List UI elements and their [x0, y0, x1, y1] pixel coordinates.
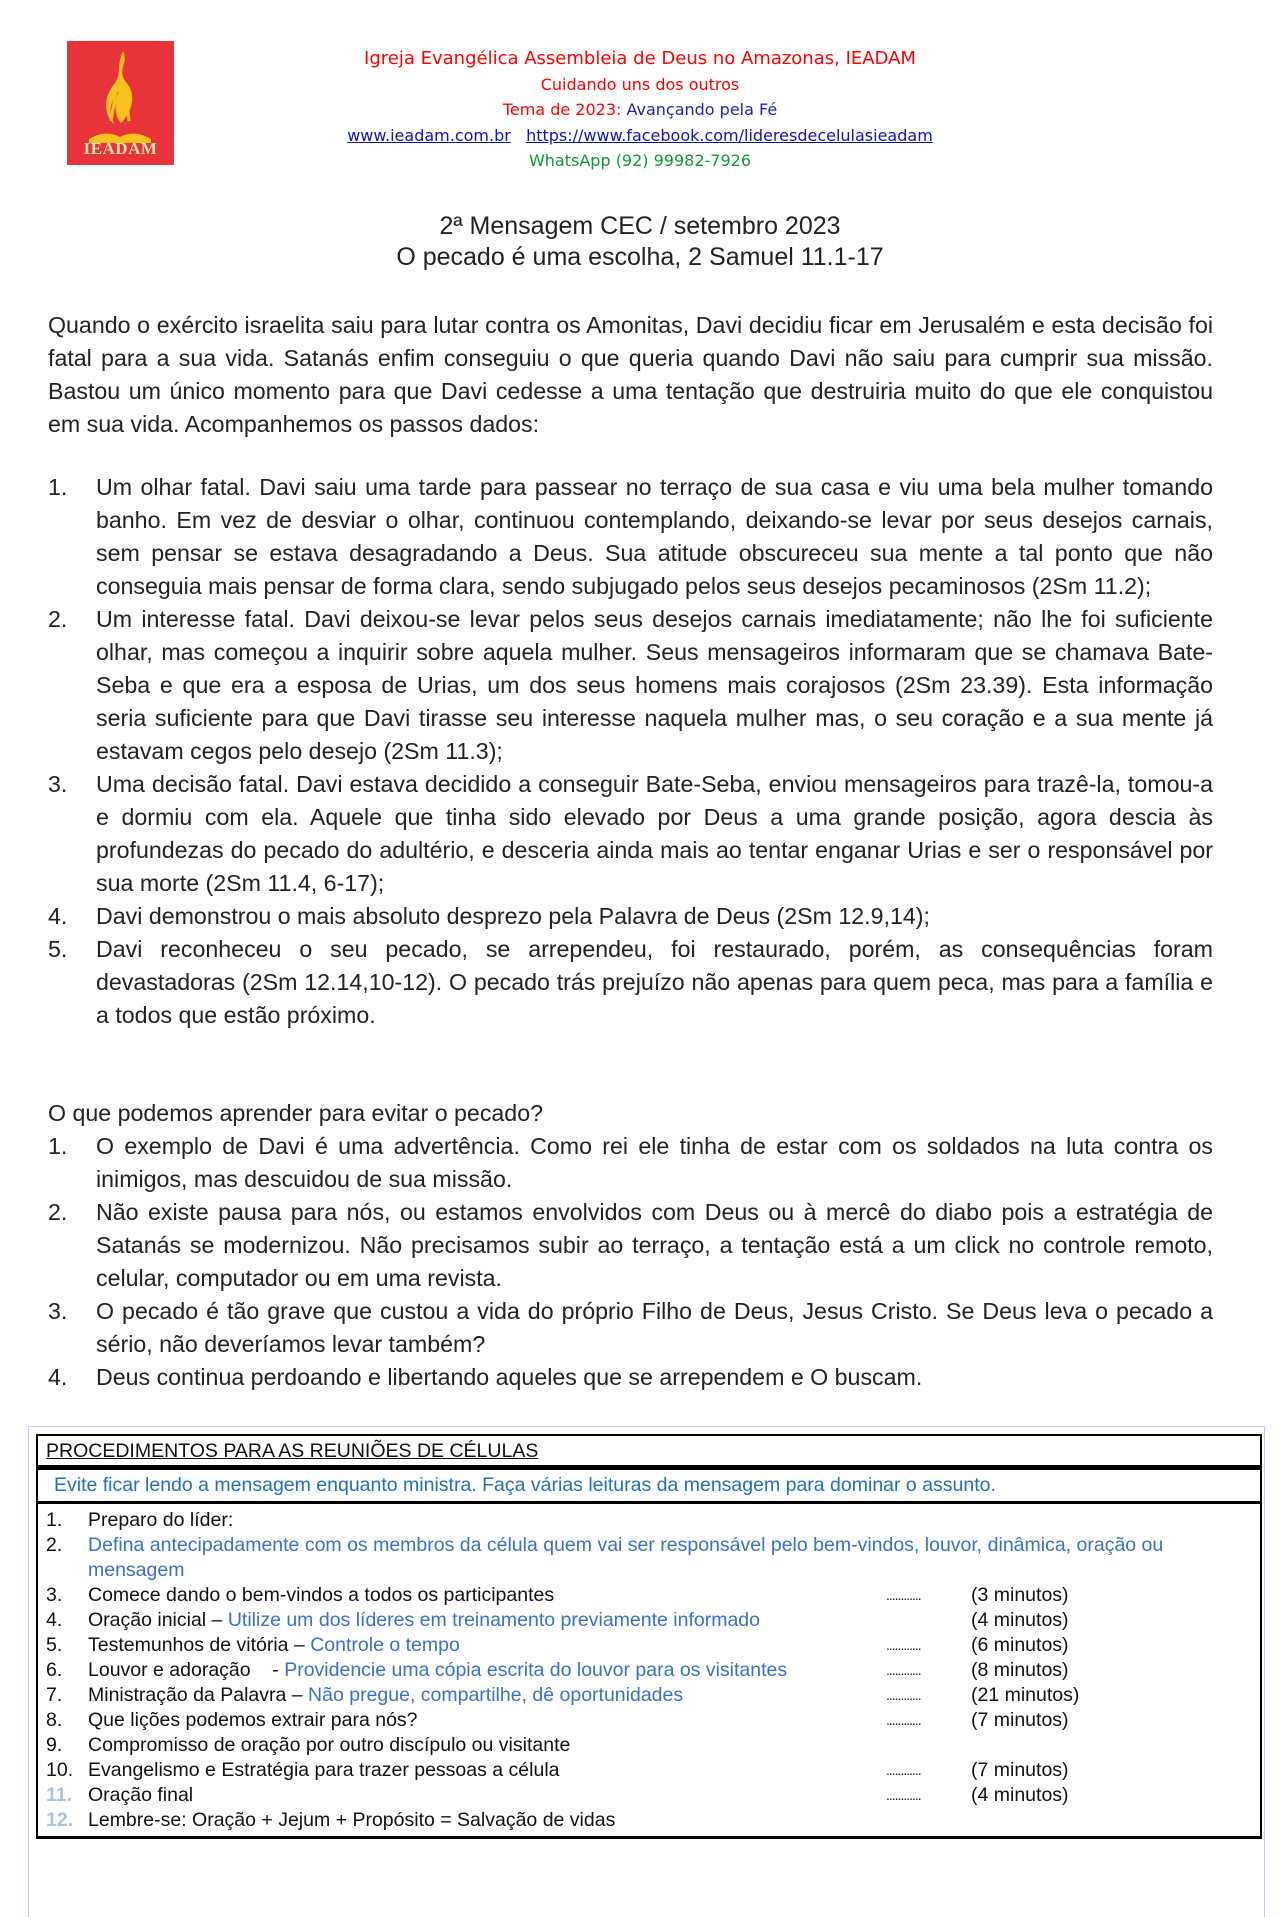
item-number: 3. — [48, 771, 68, 797]
procedures-note: Evite ficar lendo a mensagem enquanto ministra. Faça várias leituras da mensagem para dominar o assunto. — [36, 1470, 1262, 1504]
item-text: Davi demonstrou o mais absoluto desprezo pela Palavra de Deus (2Sm 12.9,14); — [96, 903, 930, 929]
procedure-item — [46, 1583, 1252, 1608]
item-duration: (7 minutos) — [971, 1759, 1069, 1781]
item-label: Comece dando o bem-vindos a todos os participantes — [88, 1584, 555, 1606]
item-number: 2. — [46, 1534, 63, 1556]
whatsapp-contact: WhatsApp (92) 99982-7926 — [528, 151, 752, 170]
item-text: Um olhar fatal. Davi saiu uma tarde para passear no terraço de sua casa e viu uma bela mulher tomando banho. Em vez de desviar o olhar, continuou contemplando, deixando-se levar por seus desejos carnais, sem pensar se estava desagradando a Deus. Sua atitude obscureceu sua mente a tal ponto que não conseguia mais pensar de forma clara, sendo subjugado pelos seus desejos pecaminosos (2Sm 11.2); — [96, 474, 1213, 599]
procedure-item — [46, 1733, 1252, 1758]
procedures-title-row — [36, 1434, 1262, 1470]
facebook-link[interactable]: https://www.facebook.com/lideresdecelulasieadam — [526, 125, 933, 145]
church-header — [200, 46, 1080, 174]
procedure-item — [46, 1758, 1252, 1783]
lessons-heading: O que podemos aprender para evitar o pecado? — [48, 1100, 543, 1126]
message-title-line1: 2ª Mensagem CEC / setembro 2023 — [439, 212, 841, 240]
logo-text: IEADAM — [83, 139, 158, 158]
message-title-line2: O pecado é uma escolha, 2 Samuel 11.1-17 — [396, 243, 884, 271]
item-number: 4. — [48, 1364, 68, 1390]
item-label: Ministração da Palavra – — [88, 1684, 309, 1706]
item-label: Preparo do líder: — [88, 1509, 234, 1531]
item-hint: Utilize um dos líderes em treinamento previamente informado — [227, 1609, 760, 1631]
item-duration: (7 minutos) — [971, 1709, 1069, 1731]
list-item — [48, 471, 1213, 603]
procedure-item — [46, 1658, 1252, 1683]
list-item — [48, 1196, 1213, 1295]
steps-list — [48, 471, 1213, 1032]
item-number: 1. — [48, 474, 68, 500]
procedure-item — [46, 1808, 1252, 1833]
item-duration: (3 minutos) — [971, 1584, 1069, 1606]
item-text: Não existe pausa para nós, ou estamos envolvidos com Deus ou à mercê do diabo pois a estratégia de Satanás se modernizou. Não precisamos subir ao terraço, a tentação está a um click no controle remoto, celular, computador ou em uma revista. — [96, 1199, 1213, 1291]
item-label: Compromisso de oração por outro discípulo ou visitante — [88, 1734, 571, 1756]
list-item — [48, 1361, 1213, 1394]
item-number: 6. — [46, 1659, 63, 1681]
item-label: Evangelismo e Estratégia para trazer pessoas a célula — [88, 1759, 560, 1781]
item-dots: ............ — [886, 1762, 921, 1778]
item-text: Davi reconheceu o seu pecado, se arrependeu, foi restaurado, porém, as consequências foram devastadoras (2Sm 12.14,10-12). O pecado trás prejuízo não apenas para quem peca, mas para a família e a todos que estão próximo. — [96, 936, 1213, 1028]
item-number: 12. — [46, 1809, 74, 1831]
list-item — [48, 900, 1213, 933]
item-number: 2. — [48, 606, 68, 632]
procedures-table — [36, 1434, 1262, 1839]
item-number: 4. — [46, 1609, 63, 1631]
site-link[interactable]: www.ieadam.com.br — [347, 125, 511, 145]
message-title — [0, 211, 1280, 273]
item-text: O pecado é tão grave que custou a vida do próprio Filho de Deus, Jesus Cristo. Se Deus leva o pecado a sério, não deveríamos levar também? — [96, 1298, 1213, 1357]
procedure-item — [46, 1783, 1252, 1808]
item-label: Oração final — [88, 1784, 194, 1806]
item-text: Um interesse fatal. Davi deixou-se levar pelos seus desejos carnais imediatamente; não lhe foi suficiente olhar, mas começou a inquirir sobre aquela mulher. Seus mensageiros informaram que se chamava Bate-Seba e que era a esposa de Urias, um dos seus homens mais corajosos (2Sm 23.39). Esta informação seria suficiente para que Davi tirasse seu interesse naquela mulher mas, o seu coração e a sua mente já estavam cegos pelo desejo (2Sm 11.3); — [96, 606, 1213, 764]
procedure-item — [46, 1633, 1252, 1658]
list-item — [48, 603, 1213, 768]
procedure-item — [46, 1508, 1252, 1533]
procedure-item — [46, 1608, 1252, 1633]
item-text: O exemplo de Davi é uma advertência. Como rei ele tinha de estar com os soldados na luta contra os inimigos, mas descuidou de sua missão. — [96, 1133, 1213, 1192]
item-label: Testemunhos de vitória – — [88, 1634, 311, 1656]
theme-label: Tema de 2023: — [502, 100, 627, 119]
item-dots: ............ — [886, 1662, 921, 1678]
list-item — [48, 933, 1213, 1032]
item-number: 10. — [46, 1759, 74, 1781]
list-item — [48, 1295, 1213, 1361]
church-name: Igreja Evangélica Assembleia de Deus no Amazonas, IEADAM — [364, 48, 916, 69]
item-number: 1. — [46, 1509, 63, 1531]
item-duration: (21 minutos) — [971, 1684, 1080, 1706]
item-hint: Não pregue, compartilhe, dê oportunidades — [308, 1684, 684, 1706]
item-duration: (4 minutos) — [971, 1609, 1069, 1631]
item-number: 3. — [48, 1298, 68, 1324]
item-number: 8. — [46, 1709, 63, 1731]
church-motto: Cuidando uns dos outros — [540, 74, 740, 94]
item-hint: Providencie uma cópia escrita do louvor para os visitantes — [284, 1659, 788, 1681]
item-duration: (6 minutos) — [971, 1634, 1069, 1656]
item-label: Oração inicial – — [88, 1609, 228, 1631]
item-label: Lembre-se: Oração + Jejum + Propósito = Salvação de vidas — [88, 1809, 616, 1831]
item-dots: ............ — [886, 1637, 921, 1653]
item-number: 9. — [46, 1734, 63, 1756]
item-text: Uma decisão fatal. Davi estava decidido a conseguir Bate-Seba, enviou mensageiros para trazê-la, tomou-a e dormiu com ela. Aquele que tinha sido elevado por Deus a uma grande posição, agora descia às profundezas do pecado do adultério, e desceria ainda mais ao tentar enganar Urias e ser o responsável por sua morte (2Sm 11.4, 6-17); — [96, 771, 1213, 896]
procedure-item — [46, 1683, 1252, 1708]
item-dots: ............ — [886, 1587, 921, 1603]
item-number: 1. — [48, 1133, 68, 1159]
item-dots: ............ — [886, 1687, 921, 1703]
item-number: 11. — [46, 1784, 73, 1806]
item-label: Louvor e adoração - — [88, 1659, 285, 1681]
item-dots: ............ — [886, 1712, 921, 1728]
item-label: Que lições podemos extrair para nós? — [88, 1709, 418, 1731]
ieadam-logo — [67, 41, 174, 165]
item-dots: ............ — [886, 1787, 921, 1803]
item-text: Deus continua perdoando e libertando aqueles que se arrependem e O buscam. — [96, 1364, 923, 1390]
list-item — [48, 1130, 1213, 1196]
links-row — [200, 123, 1080, 149]
procedures-list — [36, 1504, 1262, 1839]
item-duration: (8 minutos) — [971, 1659, 1069, 1681]
item-number: 3. — [46, 1584, 63, 1606]
item-number: 5. — [48, 936, 68, 962]
procedure-item — [46, 1708, 1252, 1733]
lessons-list — [48, 1130, 1213, 1394]
item-duration: (4 minutos) — [971, 1784, 1069, 1806]
procedures-title: PROCEDIMENTOS PARA AS REUNIÕES DE CÉLULAS — [46, 1440, 539, 1462]
item-hint: Controle o tempo — [310, 1634, 460, 1656]
item-number: 7. — [46, 1684, 63, 1706]
item-hint: Defina antecipadamente com os membros da célula quem vai ser responsável pelo bem-vindos, louvor, dinâmica, oração ou mensagem — [88, 1534, 1164, 1581]
intro-paragraph: Quando o exército israelita saiu para lutar contra os Amonitas, Davi decidiu ficar em Jerusalém e esta decisão foi fatal para a sua vida. Satanás enfim conseguiu o que queria quando Davi não saiu para cumprir sua missão. Bastou um único momento para que Davi cedesse a uma tentação que destruiria muito do que ele conquistou em sua vida. Acompanhemos os passos dados: — [48, 312, 1213, 437]
item-number: 4. — [48, 903, 68, 929]
procedure-item — [46, 1533, 1252, 1583]
item-number: 2. — [48, 1199, 68, 1225]
theme-value: Avançando pela Fé — [626, 100, 778, 119]
item-number: 5. — [46, 1634, 63, 1656]
list-item — [48, 768, 1213, 900]
year-theme — [200, 97, 1080, 123]
